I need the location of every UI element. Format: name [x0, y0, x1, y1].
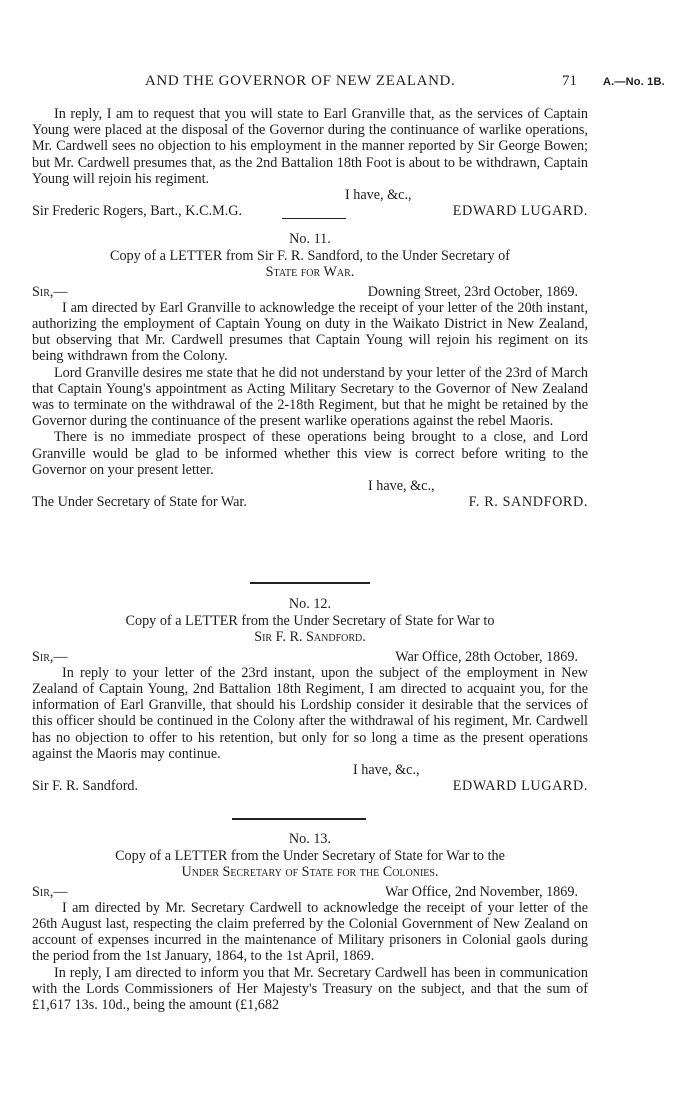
intro-section: [32, 106, 588, 219]
place-date: Downing Street, 23rd October, 1869.: [367, 283, 578, 300]
section-rule: [282, 218, 346, 219]
letter-signature: F. R. SANDFORD.: [468, 494, 588, 511]
letter-number: No. 11.: [289, 231, 331, 247]
section-rule: [250, 582, 370, 584]
running-title: AND THE GOVERNOR OF NEW ZEALAND.: [145, 73, 456, 89]
letter-no-11: [32, 231, 588, 510]
place-date: War Office, 28th October, 1869.: [395, 648, 578, 665]
letter-heading-line-2: State for War.: [265, 264, 355, 281]
intro-signature: EDWARD LUGARD.: [452, 203, 588, 220]
letter-no-13: [32, 831, 588, 1013]
intro-paragraph: In reply, I am to request that you will state to Earl Granville that, as the services of Captain Young were placed at the disposal of the Governor during the continuance of warlike operations, Mr. Cardwell sees no objection to his employment in the manner reported by Sir George Bowen; but Mr. Cardwell presumes that, as the 2nd Battalion 18th Foot is about to be withdrawn, Captain Young will rejoin his regiment.: [32, 106, 588, 187]
letter-number: No. 12.: [288, 596, 332, 612]
salutation-row: [32, 884, 588, 900]
salutation: Sir,—: [32, 883, 68, 900]
letter-no-12: [32, 596, 588, 794]
place-date: War Office, 2nd November, 1869.: [384, 883, 578, 900]
intro-addressee: Sir Frederic Rogers, Bart., K.C.M.G.: [32, 203, 243, 220]
letter-addressee: The Under Secretary of State for War.: [32, 494, 247, 511]
letter-addressee: Sir F. R. Sandford.: [32, 778, 139, 795]
salutation-row: [32, 649, 588, 665]
intro-closing: I have, &c.,: [345, 187, 412, 204]
letter-heading-line-1: Copy of a LETTER from the Under Secretary of State for War to the: [115, 848, 505, 865]
letter-paragraph: Lord Granville desires me state that he did not understand by your letter of the 23rd of March that Captain Young's appointment as Acting Military Secretary to the Governor of New Zealand was to terminate on the withdrawal of the 2-18th Regiment, but that he might be retained by the Governor during the continuance of the present warlike operations against the rebel Maoris.: [32, 364, 588, 430]
salutation-row: [32, 284, 588, 300]
letter-paragraph: I am directed by Mr. Secretary Cardwell to acknowledge the receipt of your letter of the 26th August last, respecting the claim preferred by the Colonial Government of New Zealand on account of expenses incurred in the maintenance of Military prisoners in Colonial gaols during the period from the 1st January, 1864, to the 1st April, 1869.: [32, 899, 588, 965]
page-header: [0, 73, 700, 91]
letter-paragraph: There is no immediate prospect of these operations being brought to a close, and Lord Granville would be glad to be informed whether this view is correct before writing to the Governor on your present letter.: [32, 429, 588, 478]
letter-paragraph: In reply to your letter of the 23rd instant, upon the subject of the employment in New Zealand of Captain Young, 2nd Battalion 18th Regiment, I am directed to acquaint you, for the information of Earl Granville, that should his Lordship consider it desirable that the services of this officer should be continued in the Colony after the withdrawal of his regiment, Mr. Cardwell has no objection to offer to his retention, but only for so long a time as the present operations against the Maoris may continue.: [32, 664, 588, 762]
section-rule: [232, 818, 366, 820]
letter-paragraph: In reply, I am directed to inform you that Mr. Secretary Cardwell has been in communication with the Lords Commissioners of Her Majesty's Treasury on the subject, and that the sum of £1,617 13s. 10d., being the amount (£1,682: [32, 964, 588, 1014]
letter-paragraph: I am directed by Earl Granville to acknowledge the receipt of your letter of the 20th instant, authorizing the employment of Captain Young on duty in the Waikato District in New Zealand, but observing that Mr. Cardwell presumes that Captain Young will rejoin his regiment on its being withdrawn from the Colony.: [32, 299, 588, 365]
letter-signature: EDWARD LUGARD.: [452, 778, 588, 795]
letter-number: No. 13.: [288, 831, 332, 847]
intro-signoff: [32, 203, 588, 219]
letter-signoff: [32, 778, 588, 794]
letter-signoff: [32, 494, 588, 510]
document-reference: A.—No. 1B.: [603, 76, 665, 88]
letter-heading-line-1: Copy of a LETTER from Sir F. R. Sandford, to the Under Secretary of: [110, 248, 510, 265]
letter-closing: I have, &c.,: [353, 762, 420, 779]
salutation: Sir,—: [32, 648, 68, 665]
letter-heading-line-1: Copy of a LETTER from the Under Secretary of State for War to: [125, 613, 495, 630]
letter-heading-line-2: Sir F. R. Sandford.: [254, 629, 366, 646]
page-number: 71: [562, 73, 577, 89]
letter-heading-line-2: Under Secretary of State for the Colonies.: [181, 864, 439, 881]
letter-closing: I have, &c.,: [368, 478, 435, 495]
salutation: Sir,—: [32, 283, 68, 300]
